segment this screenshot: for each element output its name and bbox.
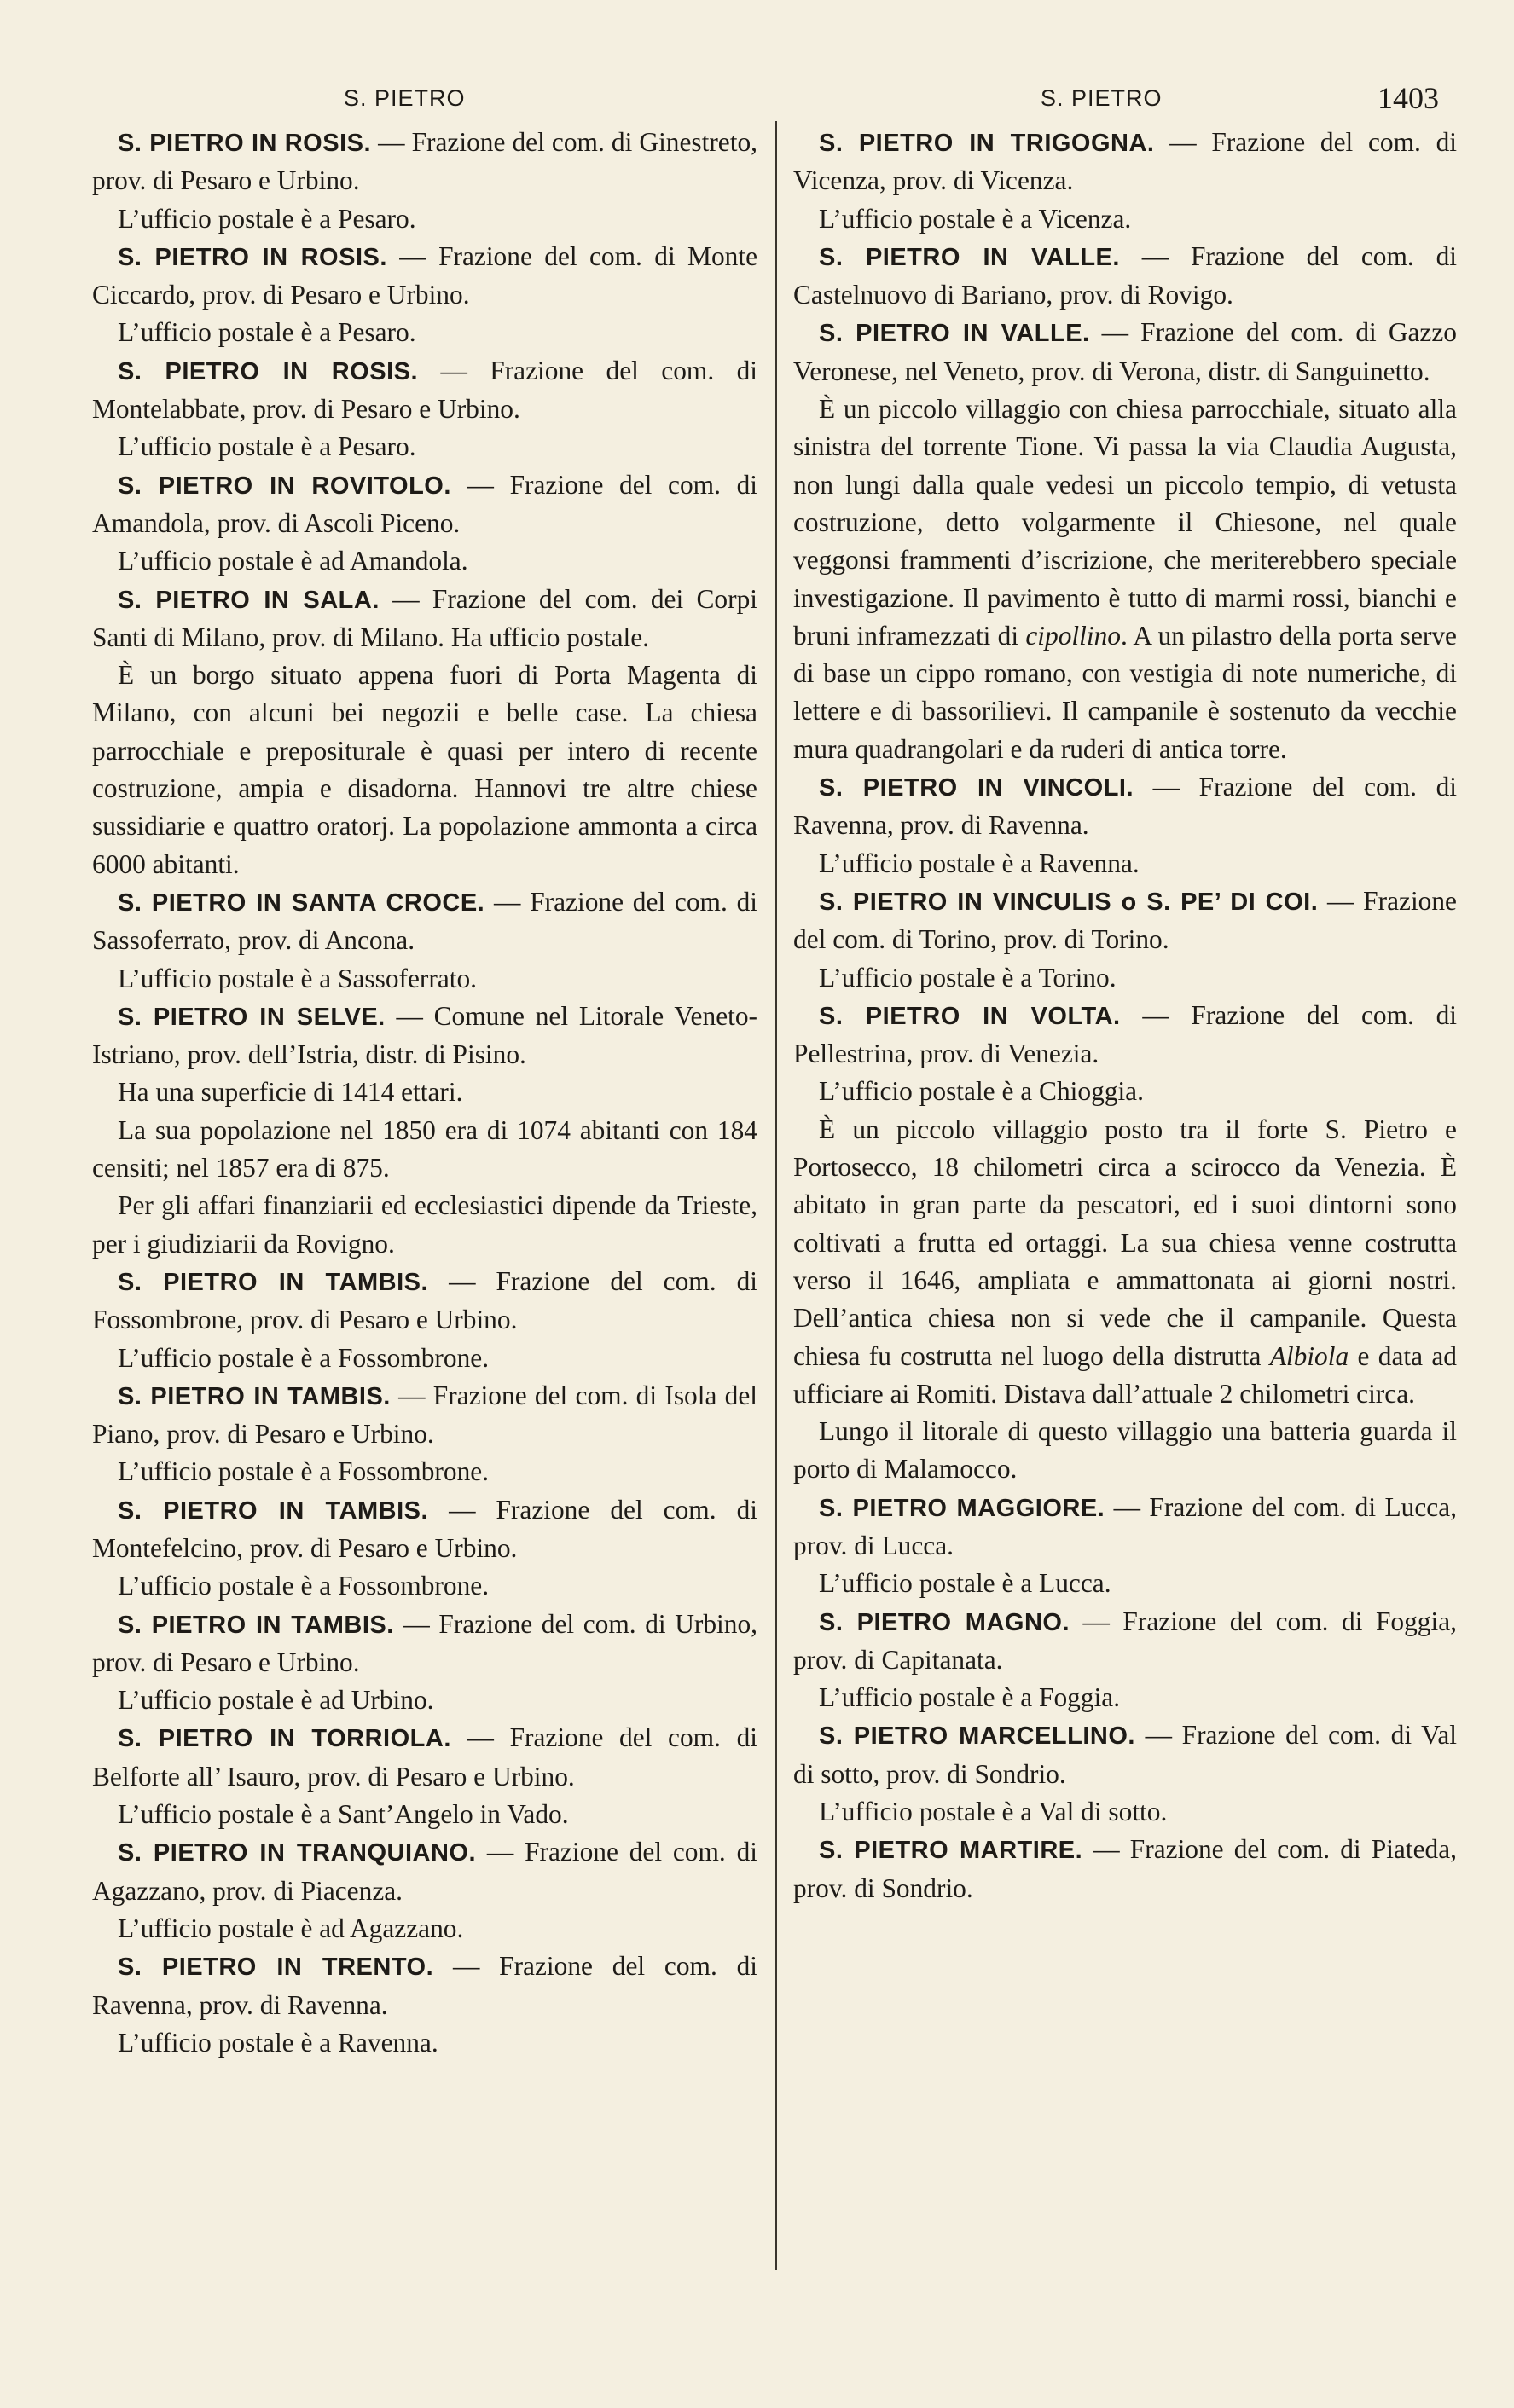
entry-paragraph: [92, 1719, 757, 1796]
text-paragraph: [92, 1112, 757, 1188]
entry-text: — Frazione del com. di Montelabbate, prov. di Pesaro e Urbino.: [92, 355, 758, 425]
entry-headword: S. PIETRO IN ROVITOLO.: [118, 472, 451, 500]
entry-paragraph: [92, 1948, 757, 2024]
entry-paragraph: [92, 998, 757, 1074]
text-paragraph: [92, 1187, 757, 1263]
entry-text: — Frazione del com. di Lucca, prov. di Lucca.: [793, 1491, 1457, 1560]
text-paragraph: [92, 1910, 757, 1948]
running-head-left: S. PIETRO: [344, 85, 466, 111]
entry-text: L’ufficio postale è a Pesaro.: [118, 317, 416, 348]
italic-term: cipollino: [1025, 620, 1121, 651]
entry-headword: S. PIETRO IN TAMBIS.: [118, 1268, 429, 1296]
entry-paragraph: [793, 124, 1457, 200]
entry-text: — Frazione del com. di Vicenza, prov. di Vicenza.: [793, 127, 1458, 196]
entry-text: — Frazione del com. di Fossombrone, prov. di Pesaro e Urbino.: [92, 1265, 757, 1335]
text-paragraph: [793, 1793, 1457, 1831]
entry-paragraph: [92, 1491, 757, 1568]
entry-text: — Frazione del com. di Ginestreto, prov. di Pesaro e Urbino.: [92, 127, 757, 196]
entry-text: — Frazione del com. dei Corpi Santi di Milano, prov. di Milano. Ha ufficio postale.: [92, 583, 757, 652]
text-paragraph: [793, 1413, 1457, 1489]
entry-paragraph: [92, 238, 757, 315]
entry-text: — Frazione del com. di Ravenna, prov. di Ravenna.: [793, 772, 1458, 841]
text-paragraph: [92, 960, 757, 998]
entry-headword: S. PIETRO IN ROSIS.: [118, 130, 372, 157]
entry-headword: S. PIETRO MAGGIORE.: [819, 1494, 1105, 1522]
entry-text: L’ufficio postale è a Chioggia.: [819, 1076, 1144, 1107]
text-paragraph: [793, 200, 1457, 238]
entry-text: È un piccolo villaggio posto tra il forte S. Pietro e Portosecco, 18 chilometri circa a scirocco da Venezia. È abitato in gran parte da pescatori, ed i suoi dintorni sono coltivati a frutta ed ortaggi. La sua chiesa venne costrutta verso il 1646, ampliata e ammattonata ai giorni nostri. Dell’antica chiesa non si vede che il campanile. Questa chiesa fu costrutta nel luogo della distrutta: [793, 1114, 1457, 1371]
entry-text: . A un pilastro della porta serve di base un cippo romano, con vestigia di note numeriche, di lettere e di bassorilievi. Il campanile è sostenuto da vecchie mura quadrangolari e da ruderi di antica torre.: [793, 620, 1457, 764]
entry-paragraph: [92, 466, 757, 543]
entry-headword: S. PIETRO IN VINCOLI.: [819, 774, 1134, 802]
entry-headword: S. PIETRO IN TRENTO.: [118, 1954, 434, 1982]
text-paragraph: [92, 1682, 757, 1719]
entry-headword: S. PIETRO IN TORRIOLA.: [118, 1725, 451, 1753]
entry-paragraph: [92, 1833, 757, 1910]
entry-paragraph: [92, 883, 757, 960]
entry-headword: S. PIETRO IN VALLE.: [819, 243, 1120, 271]
entry-headword: S. PIETRO IN SALA.: [118, 586, 380, 614]
entry-headword: S. PIETRO IN ROSIS.: [118, 243, 387, 271]
entry-text: L’ufficio postale è a Pesaro.: [118, 431, 416, 462]
entry-headword: S. PIETRO IN TRANQUIANO.: [118, 1839, 477, 1867]
entry-text: L’ufficio postale è ad Agazzano.: [118, 1913, 464, 1943]
entry-paragraph: [793, 314, 1457, 391]
entry-text: — Frazione del com. di Gazzo Veronese, nel Veneto, prov. di Verona, distr. di Sanguinetto.: [793, 317, 1457, 386]
entry-headword: S. PIETRO IN SELVE.: [118, 1003, 386, 1031]
entry-text: — Frazione del com. di Foggia, prov. di Capitanata.: [793, 1606, 1457, 1675]
entry-paragraph: [92, 1377, 757, 1454]
italic-term: Albiola: [1269, 1340, 1349, 1371]
entry-headword: S. PIETRO IN TRIGOGNA.: [819, 130, 1155, 157]
text-paragraph: [793, 1073, 1457, 1110]
text-paragraph: [92, 1340, 757, 1377]
running-head-right: S. PIETRO: [1041, 85, 1163, 111]
entry-paragraph: [793, 768, 1457, 845]
entry-paragraph: [92, 352, 757, 429]
entry-headword: S. PIETRO IN TAMBIS.: [118, 1611, 394, 1639]
entry-text: Lungo il litorale di questo villaggio una batteria guarda il porto di Malamocco.: [793, 1416, 1457, 1485]
entry-headword: S. PIETRO MARCELLINO.: [819, 1722, 1135, 1751]
entry-headword: S. PIETRO MARTIRE.: [819, 1837, 1083, 1865]
entry-text: L’ufficio postale è a Ravenna.: [118, 2027, 438, 2058]
entry-headword: S. PIETRO IN VOLTA.: [819, 1002, 1121, 1030]
text-paragraph: [92, 657, 757, 883]
text-paragraph: [92, 2024, 757, 2062]
entry-text: — Frazione del com. di Piateda, prov. di Sondrio.: [793, 1834, 1457, 1903]
entry-paragraph: [92, 1263, 757, 1340]
entry-headword: S. PIETRO IN TAMBIS.: [118, 1382, 391, 1410]
text-paragraph: [793, 959, 1457, 997]
entry-paragraph: [92, 1606, 757, 1682]
text-paragraph: [92, 1796, 757, 1833]
entry-text: L’ufficio postale è a Pesaro.: [118, 203, 416, 234]
entry-text: — Frazione del com. di Isola del Piano, prov. di Pesaro e Urbino.: [92, 1380, 758, 1450]
entry-text: È un piccolo villaggio con chiesa parrocchiale, situato alla sinistra del torrente Tione. Vi passa la via Claudia Augusta, non lungi dalla quale vedesi un piccolo tempio, di vetusta costruzione, detto volgarmente il Chiesone, nel quale veggonsi frammenti d’iscrizione, che meriterebbero speciale investigazione. Il pavimento è tutto di marmi rossi, bianchi e bruni inframezzati di: [793, 394, 1457, 651]
entry-paragraph: [793, 1489, 1457, 1566]
entry-text: — Frazione del com. di Pellestrina, prov. di Venezia.: [793, 999, 1458, 1069]
entry-paragraph: [92, 581, 757, 657]
entry-text: — Frazione del com. di Agazzano, prov. di Piacenza.: [92, 1837, 757, 1906]
entry-text: È un borgo situato appena fuori di Porta Magenta di Milano, con alcuni bei negozii e belle case. La chiesa parrocchiale e prepositurale è quasi per intero di recente costruzione, ampia e disadorna. Hannovi tre altre chiese sussidiarie e quattro oratorj. La popolazione ammonta a circa 6000 abitanti.: [92, 660, 757, 879]
entry-text: L’ufficio postale è a Fossombrone.: [118, 1456, 490, 1487]
entry-text: — Frazione del com. di Belforte all’ Isauro, prov. di Pesaro e Urbino.: [92, 1722, 757, 1792]
entry-headword: S. PIETRO IN TAMBIS.: [118, 1496, 429, 1525]
text-paragraph: [92, 1453, 757, 1491]
text-paragraph: [793, 391, 1457, 768]
text-paragraph: [793, 1111, 1457, 1413]
entry-text: L’ufficio postale è a Fossombrone.: [118, 1342, 490, 1373]
entry-text: L’ufficio postale è a Lucca.: [819, 1568, 1111, 1599]
entry-text: Per gli affari finanziarii ed ecclesiastici dipende da Trieste, per i giudiziarii da Rovigno.: [92, 1190, 757, 1259]
entry-text: — Frazione del com. di Amandola, prov. di Ascoli Piceno.: [92, 469, 757, 538]
text-paragraph: [92, 200, 757, 238]
entry-text: L’ufficio postale è a Val di sotto.: [819, 1797, 1168, 1827]
entry-paragraph: [793, 1716, 1457, 1793]
entry-text: Ha una superficie di 1414 ettari.: [118, 1077, 463, 1108]
entry-text: La sua popolazione nel 1850 era di 1074 abitanti con 184 censiti; nel 1857 era di 875.: [92, 1114, 757, 1184]
page-number: 1403: [1378, 81, 1439, 115]
entry-headword: S. PIETRO IN SANTA CROCE.: [118, 889, 485, 917]
entry-text: — Frazione del com. di Urbino, prov. di Pesaro e Urbino.: [92, 1608, 758, 1677]
entry-text: L’ufficio postale è a Vicenza.: [819, 203, 1132, 234]
entry-paragraph: [793, 883, 1457, 959]
entry-text: L’ufficio postale è a Foggia.: [819, 1682, 1121, 1713]
entry-text: — Frazione del com. di Ravenna, prov. di Ravenna.: [92, 1951, 758, 2020]
text-paragraph: [793, 1565, 1457, 1602]
text-paragraph: [92, 542, 757, 580]
entry-text: L’ufficio postale è ad Urbino.: [118, 1685, 434, 1716]
entry-text: — Comune nel Litorale Veneto-Istriano, prov. dell’Istria, distr. di Pisino.: [92, 1000, 757, 1070]
text-paragraph: [92, 1567, 757, 1605]
entry-paragraph: [92, 124, 757, 200]
entry-headword: S. PIETRO MAGNO.: [819, 1608, 1070, 1636]
entry-text: — Frazione del com. di Torino, prov. di Torino.: [793, 885, 1457, 955]
right-column: [793, 124, 1457, 1907]
text-paragraph: [92, 428, 757, 466]
entry-text: — Frazione del com. di Sassoferrato, prov. di Ancona.: [92, 886, 758, 956]
left-column: [92, 124, 757, 2062]
entry-paragraph: [793, 1831, 1457, 1907]
entry-text: — Frazione del com. di Val di sotto, prov. di Sondrio.: [793, 1720, 1458, 1789]
text-paragraph: [92, 314, 757, 351]
entry-paragraph: [793, 238, 1457, 315]
entry-paragraph: [793, 997, 1457, 1074]
entry-text: e data ad ufficiare ai Romiti. Distava dall’attuale 2 chilometri circa.: [793, 1340, 1457, 1409]
column-divider: [775, 121, 777, 2270]
entry-headword: S. PIETRO IN VALLE.: [819, 320, 1090, 348]
entry-text: L’ufficio postale è ad Amandola.: [118, 546, 468, 576]
entry-text: L’ufficio postale è a Fossombrone.: [118, 1571, 490, 1601]
entry-text: L’ufficio postale è a Sassoferrato.: [118, 963, 478, 993]
entry-text: — Frazione del com. di Montefelcino, prov. di Pesaro e Urbino.: [92, 1494, 757, 1563]
entry-text: — Frazione del com. di Monte Ciccardo, prov. di Pesaro e Urbino.: [92, 240, 758, 310]
text-paragraph: [92, 1074, 757, 1111]
entry-text: L’ufficio postale è a Torino.: [819, 962, 1117, 993]
text-paragraph: [793, 845, 1457, 883]
entry-headword: S. PIETRO IN VINCULIS o S. PE’ DI COI.: [819, 888, 1319, 916]
entry-paragraph: [793, 1603, 1457, 1680]
text-paragraph: [793, 1679, 1457, 1716]
entry-text: — Frazione del com. di Castelnuovo di Bariano, prov. di Rovigo.: [793, 240, 1457, 310]
entry-headword: S. PIETRO IN ROSIS.: [118, 357, 419, 385]
entry-text: L’ufficio postale è a Ravenna.: [819, 848, 1140, 878]
entry-text: L’ufficio postale è a Sant’Angelo in Vado.: [118, 1799, 569, 1830]
